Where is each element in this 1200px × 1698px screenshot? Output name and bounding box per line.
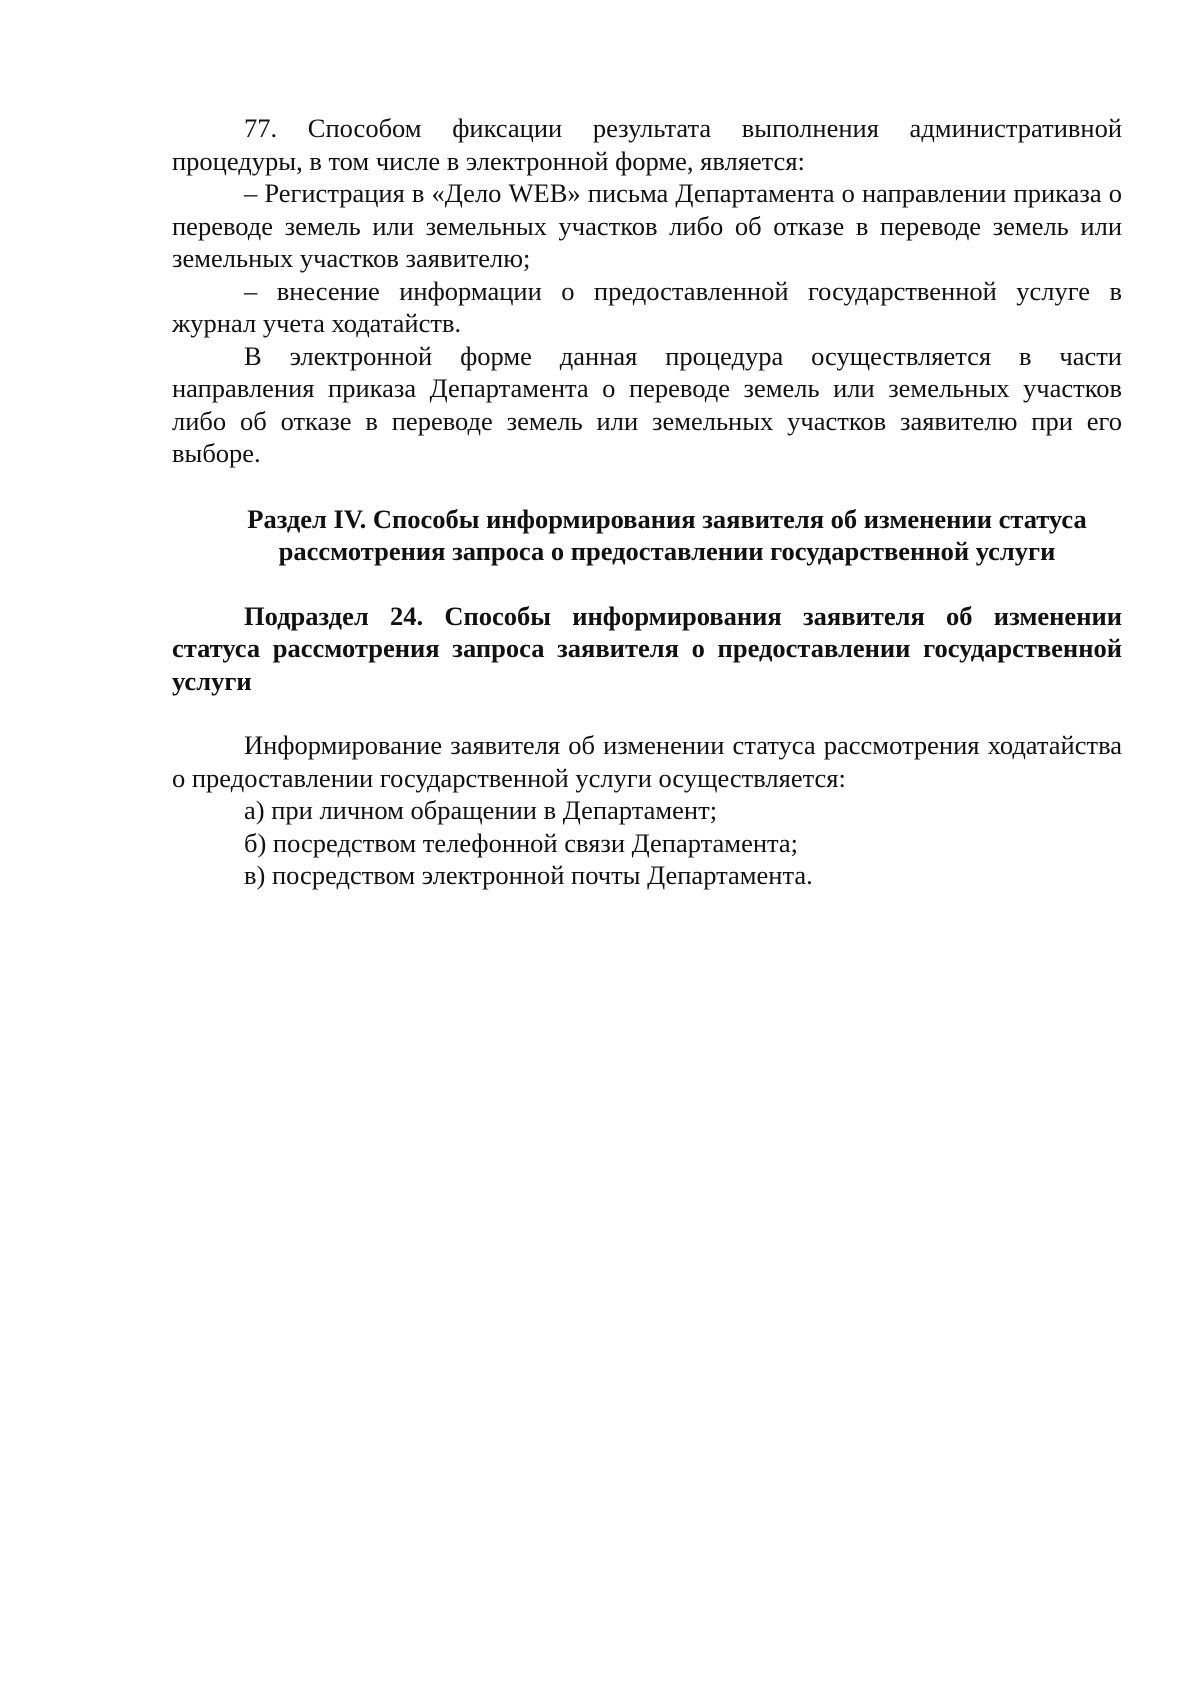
item-77-bullet-journal: – внесение информации о предоставленной государственной услуге в журнал учета ходатайств. <box>172 275 1122 338</box>
list-item-telephone: б) посредством телефонной связи Департамента; <box>244 827 799 858</box>
item-77-electronic-form: В электронной форме данная процедура осуществляется в части направления приказа Департамента о переводе земель или земельных участков либо об отказе в переводе земель или земельных участков заявителю при его выборе. <box>172 340 1122 468</box>
item-77-intro: 77. Способом фиксации результата выполнения административной процедуры, в том числе в электронной форме, является: <box>172 113 1122 176</box>
list-item-in-person: а) при личном обращении в Департамент; <box>244 795 718 825</box>
subsection-24-intro: Информирование заявителя об изменении статуса рассмотрения ходатайства о предоставлении государственной услуги осуществляется: <box>172 730 1122 793</box>
item-77-bullet-registration: – Регистрация в «Дело WEB» письма Департамента о направлении приказа о переводе земель или земельных участков либо об отказе в переводе земель или земельных участков заявителю; <box>172 178 1122 273</box>
document-page <box>172 112 1122 892</box>
subsection-24-heading: Подраздел 24. Способы информирования заявителя об изменении статуса рассмотрения запроса заявителя о предоставлении государственной услуги <box>172 600 1122 696</box>
section-4-heading: Раздел IV. Способы информирования заявителя об изменении статуса рассмотрения запроса о предоставлении государственной услуги <box>247 503 1087 566</box>
list-item-email: в) посредством электронной почты Департамента. <box>244 860 813 890</box>
